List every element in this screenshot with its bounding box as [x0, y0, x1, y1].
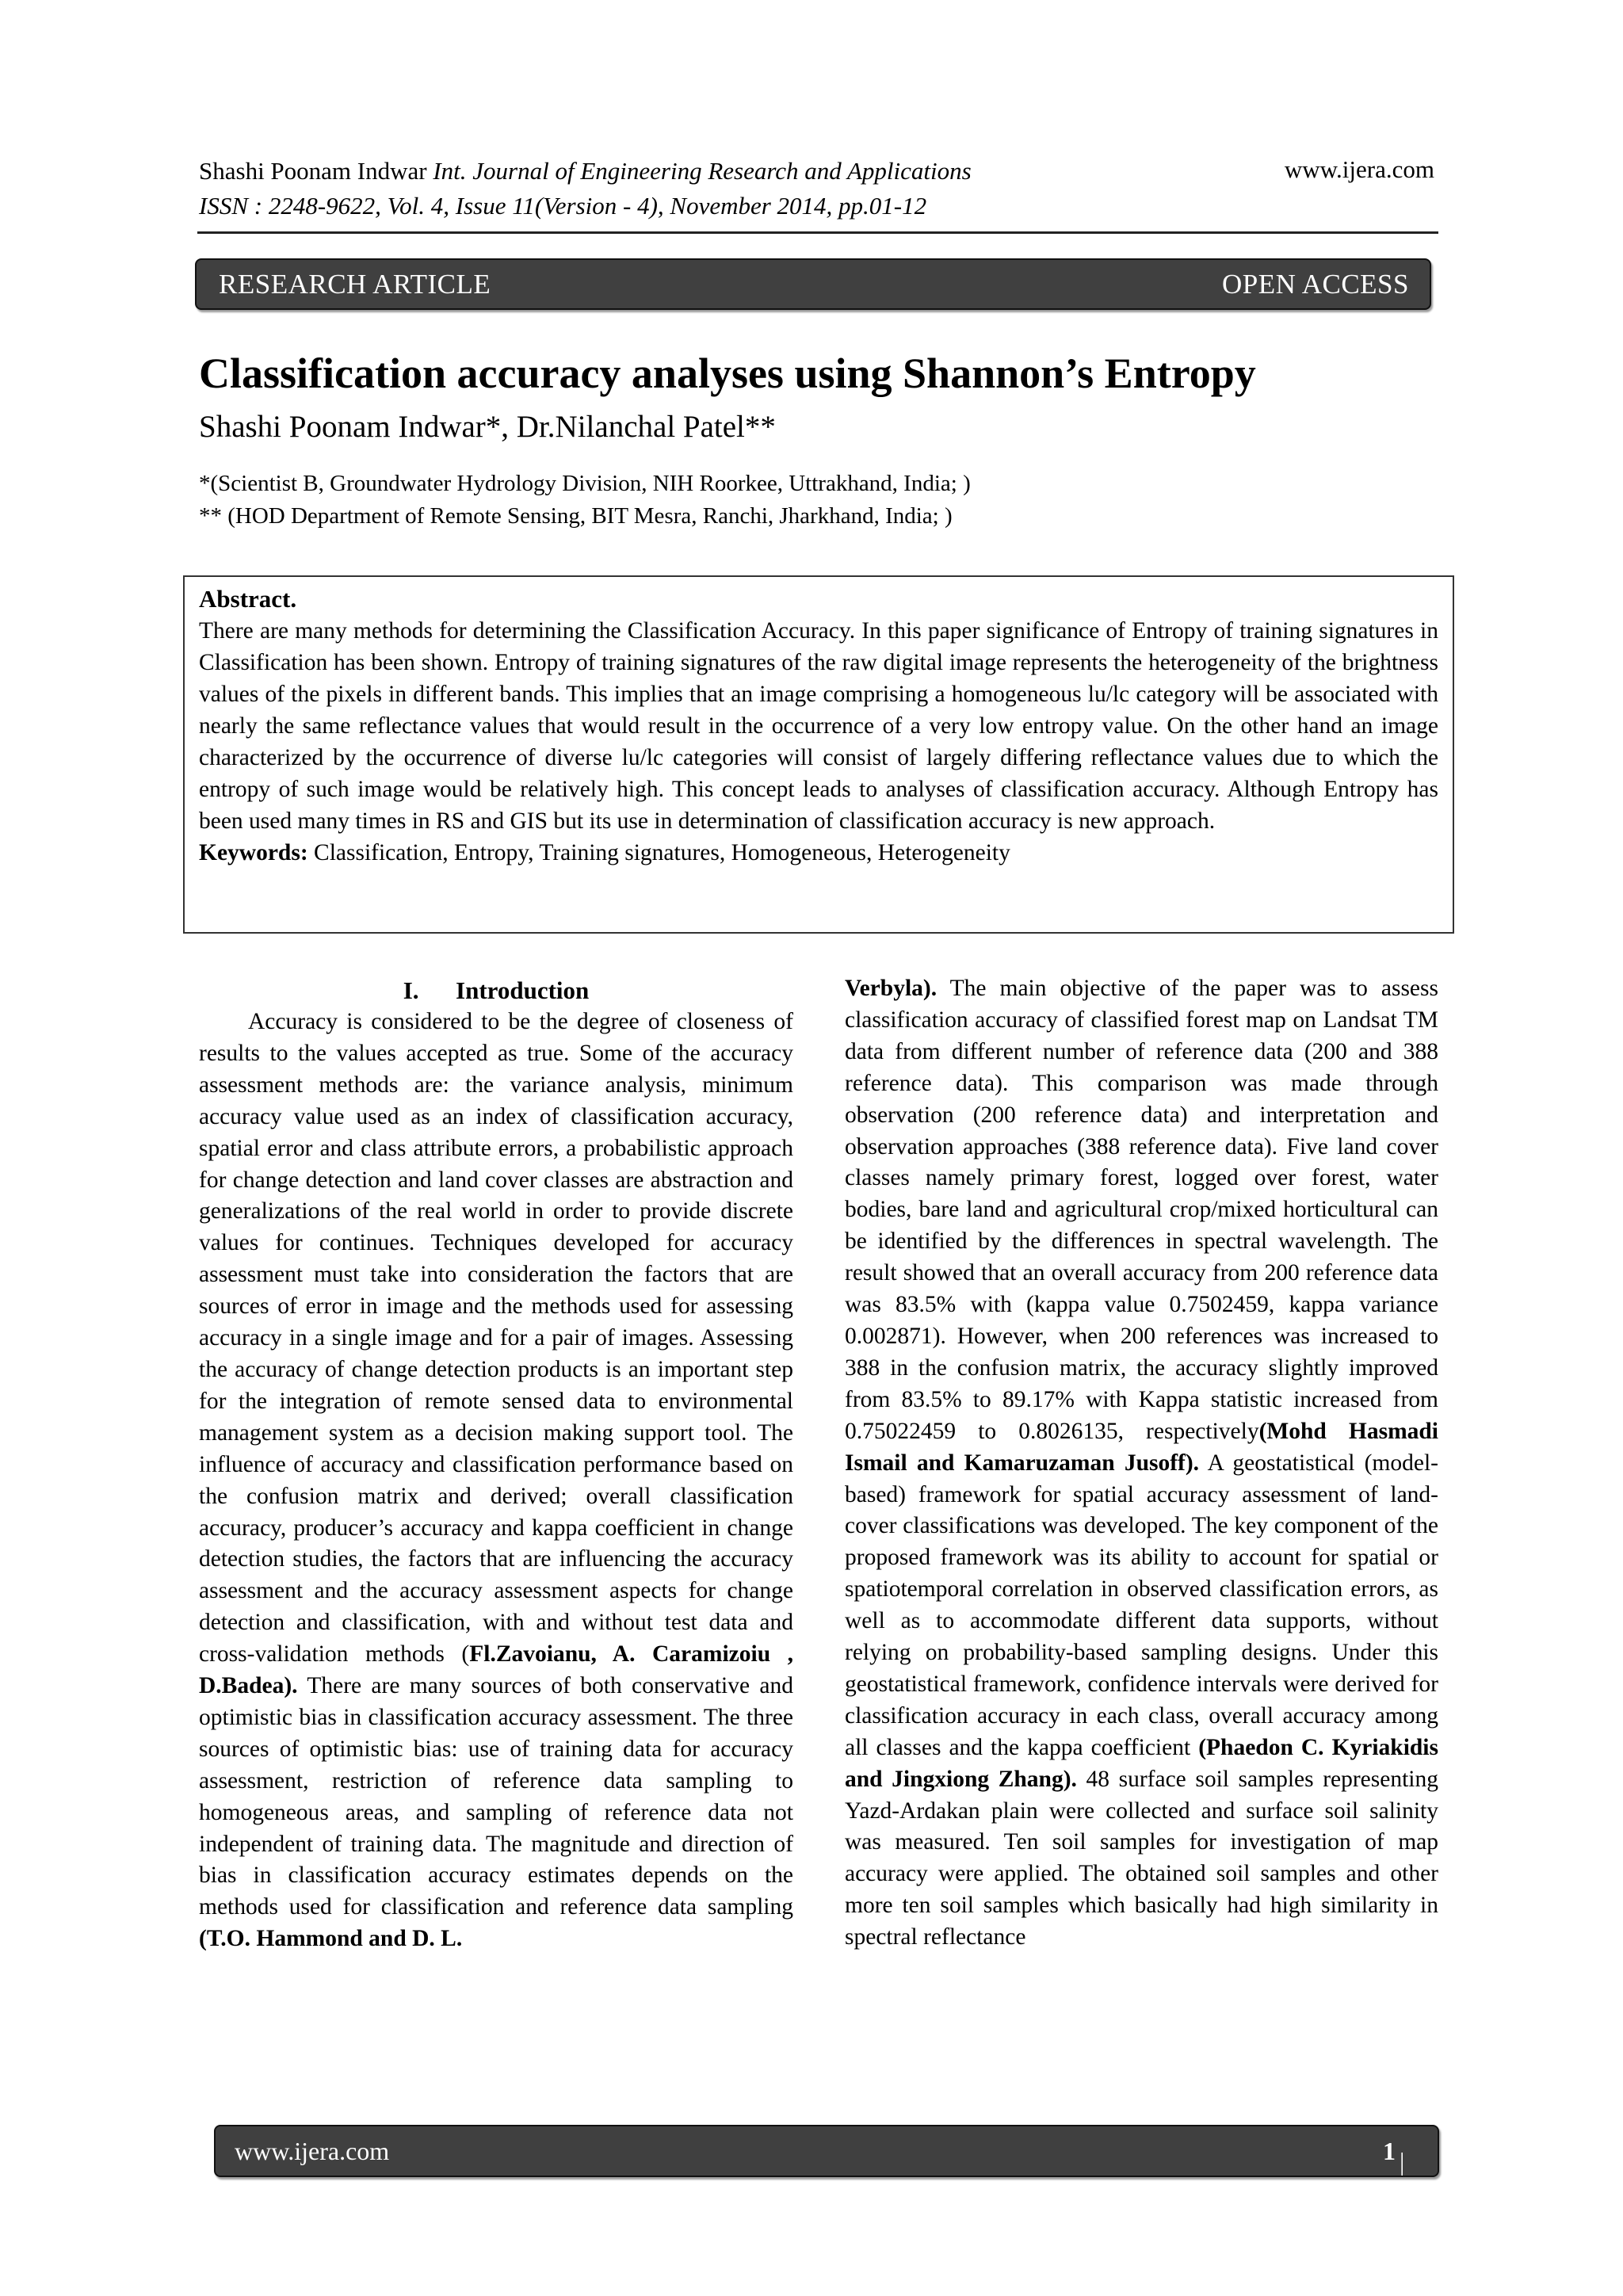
- keywords: [199, 837, 1438, 869]
- citation: (Phaedon C. Kyriakidis and Jingxiong Zhang).: [845, 1734, 1438, 1792]
- research-article-label: RESEARCH ARTICLE: [219, 269, 491, 300]
- right-column: [845, 973, 1438, 1954]
- header-divider: [197, 231, 1438, 234]
- body-text: 48 surface soil samples representing Yazd-Ardakan plain were collected and surface soil salinity was measured. Ten soil samples for investigation of map accuracy were applied. The obtained soil samples and other more ten soil samples which basically had high similarity in spectral reflectance: [845, 1766, 1438, 1950]
- body-text: The main objective of the paper was to assess classification accuracy of classified forest map on Landsat TM data from different number of reference data (200 and 388 reference data). This comparison was made through observation (200 reference data) and interpretation and observation approaches (388 reference data). Five land cover classes namely primary forest, logged over forest, water bodies, bare land and agricultural crop/mixed horticultural can be identified by the differences in spectral wavelength. The result showed that an overall accuracy from 200 reference data was 83.5% with (kappa value 0.7502459, kappa variance 0.002871). However, when 200 references was increased to 388 in the confusion matrix, the accuracy slightly improved from 83.5% to 89.17% with Kappa statistic increased from 0.75022459 to 0.8026135, respectively: [845, 976, 1438, 1444]
- article-type-banner: [195, 258, 1431, 310]
- abstract-box: [183, 575, 1454, 934]
- body-text: A geostatistical (model-based) framework for spatial accuracy assessment of land-cover classifications was developed. The key component of the proposed framework was its ability to account for spatial or spatiotemporal correlation in observed classification errors, as well as to accommodate different data supports, without relying on probability-based sampling designs. Under this geostatistical framework, confidence intervals were derived for classification accuracy in each class, overall accuracy among all classes and the kappa coefficient: [845, 1450, 1438, 1760]
- keywords-list: Classification, Entropy, Training signatures, Homogeneous, Heterogeneity: [307, 840, 1010, 865]
- keywords-label: Keywords:: [199, 840, 308, 865]
- open-access-label: OPEN ACCESS: [1222, 269, 1409, 300]
- left-column: [199, 975, 793, 1955]
- citation: Verbyla).: [845, 976, 938, 1001]
- footer-banner: [214, 2125, 1439, 2293]
- body-text: Accuracy is considered to be the degree of closeness of results to the values accepted as true. Some of the accuracy assessment methods are: the variance analysis, minimum accuracy value used as an index of classification accuracy, spatial error and class attribute errors, a probabilistic approach for change detection and land cover classes are abstraction and generalizations of the real world in order to provide discrete values for continues. Techniques developed for accuracy assessment must take into consideration the factors that are sources of error in image and the methods used for assessing accuracy in a single image and for a pair of images. Assessing the accuracy of change detection products is an important step for the integration of remote sensed data to environmental management system as a decision making support tool. The influence of accuracy and classification performance based on the confusion matrix and derived; overall classification accuracy, producer’s accuracy and kappa coefficient in change detection studies, the factors that are influencing the accuracy assessment and the accuracy assessment aspects for change detection and classification, with and without test data and cross-validation methods (: [199, 1009, 793, 1668]
- authors: Shashi Poonam Indwar*, Dr.Nilanchal Patel**: [199, 410, 776, 444]
- body-paragraph: [199, 1007, 793, 1955]
- running-header: [199, 155, 972, 187]
- body-paragraph: [845, 973, 1438, 1954]
- citation: (Mohd Hasmadi Ismail and Kamaruzaman Jusoff).: [845, 1418, 1438, 1476]
- abstract-text: There are many methods for determining the Classification Accuracy. In this paper significance of Entropy of training signatures in Classification has been shown. Entropy of training signatures of the raw digital image represents the heterogeneity of the brightness values of the pixels in different bands. This implies that an image comprising a homogeneous lu/lc category will be associated with nearly the same reflectance values that would result in the occurrence of a very low entropy value. On the other hand an image characterized by the occurrence of diverse lu/lc categories will consist of largely differing reflectance values due to which the entropy of such image would be relatively high. This concept leads to analyses of classification accuracy. Although Entropy has been used many times in RS and GIS but its use in determination of classification accuracy is new approach.: [199, 618, 1438, 834]
- header-journal: Int. Journal of Engineering Research and Applications: [433, 157, 972, 185]
- header-author: Shashi Poonam Indwar: [199, 157, 427, 185]
- page-label: | P a g e: [1400, 2147, 1417, 2293]
- header-issn: ISSN : 2248-9622, Vol. 4, Issue 11(Version - 4), November 2014, pp.01-12: [199, 192, 927, 220]
- body-text: There are many sources of both conservative and optimistic bias in classification accuracy assessment. The three sources of optimistic bias: use of training data for accuracy assessment, restriction of reference data sampling to homogeneous areas, and sampling of reference data not independent of training data. The magnitude and direction of bias in classification accuracy estimates depends on the methods used for classification and reference data sampling: [199, 1673, 793, 1920]
- page-number: 1: [1383, 2137, 1400, 2165]
- citation: (T.O. Hammond and D. L.: [199, 1926, 463, 1952]
- page-indicator: [1383, 2137, 1417, 2293]
- header-url[interactable]: www.ijera.com: [1284, 155, 1434, 183]
- abstract-heading: Abstract.: [199, 585, 297, 613]
- affiliation: ** (HOD Department of Remote Sensing, BIT Mesra, Ranchi, Jharkhand, India; ): [199, 503, 953, 529]
- section-heading-introduction: I. Introduction: [403, 976, 590, 1004]
- citation: Fl.Zavoianu, A. Caramizoiu , D.Badea).: [199, 1641, 793, 1699]
- footer-url[interactable]: www.ijera.com: [235, 2137, 390, 2165]
- paper-title: Classification accuracy analyses using Shannon’s Entropy: [199, 350, 1256, 397]
- affiliation: *(Scientist B, Groundwater Hydrology Division, NIH Roorkee, Uttrakhand, India; ): [199, 471, 971, 496]
